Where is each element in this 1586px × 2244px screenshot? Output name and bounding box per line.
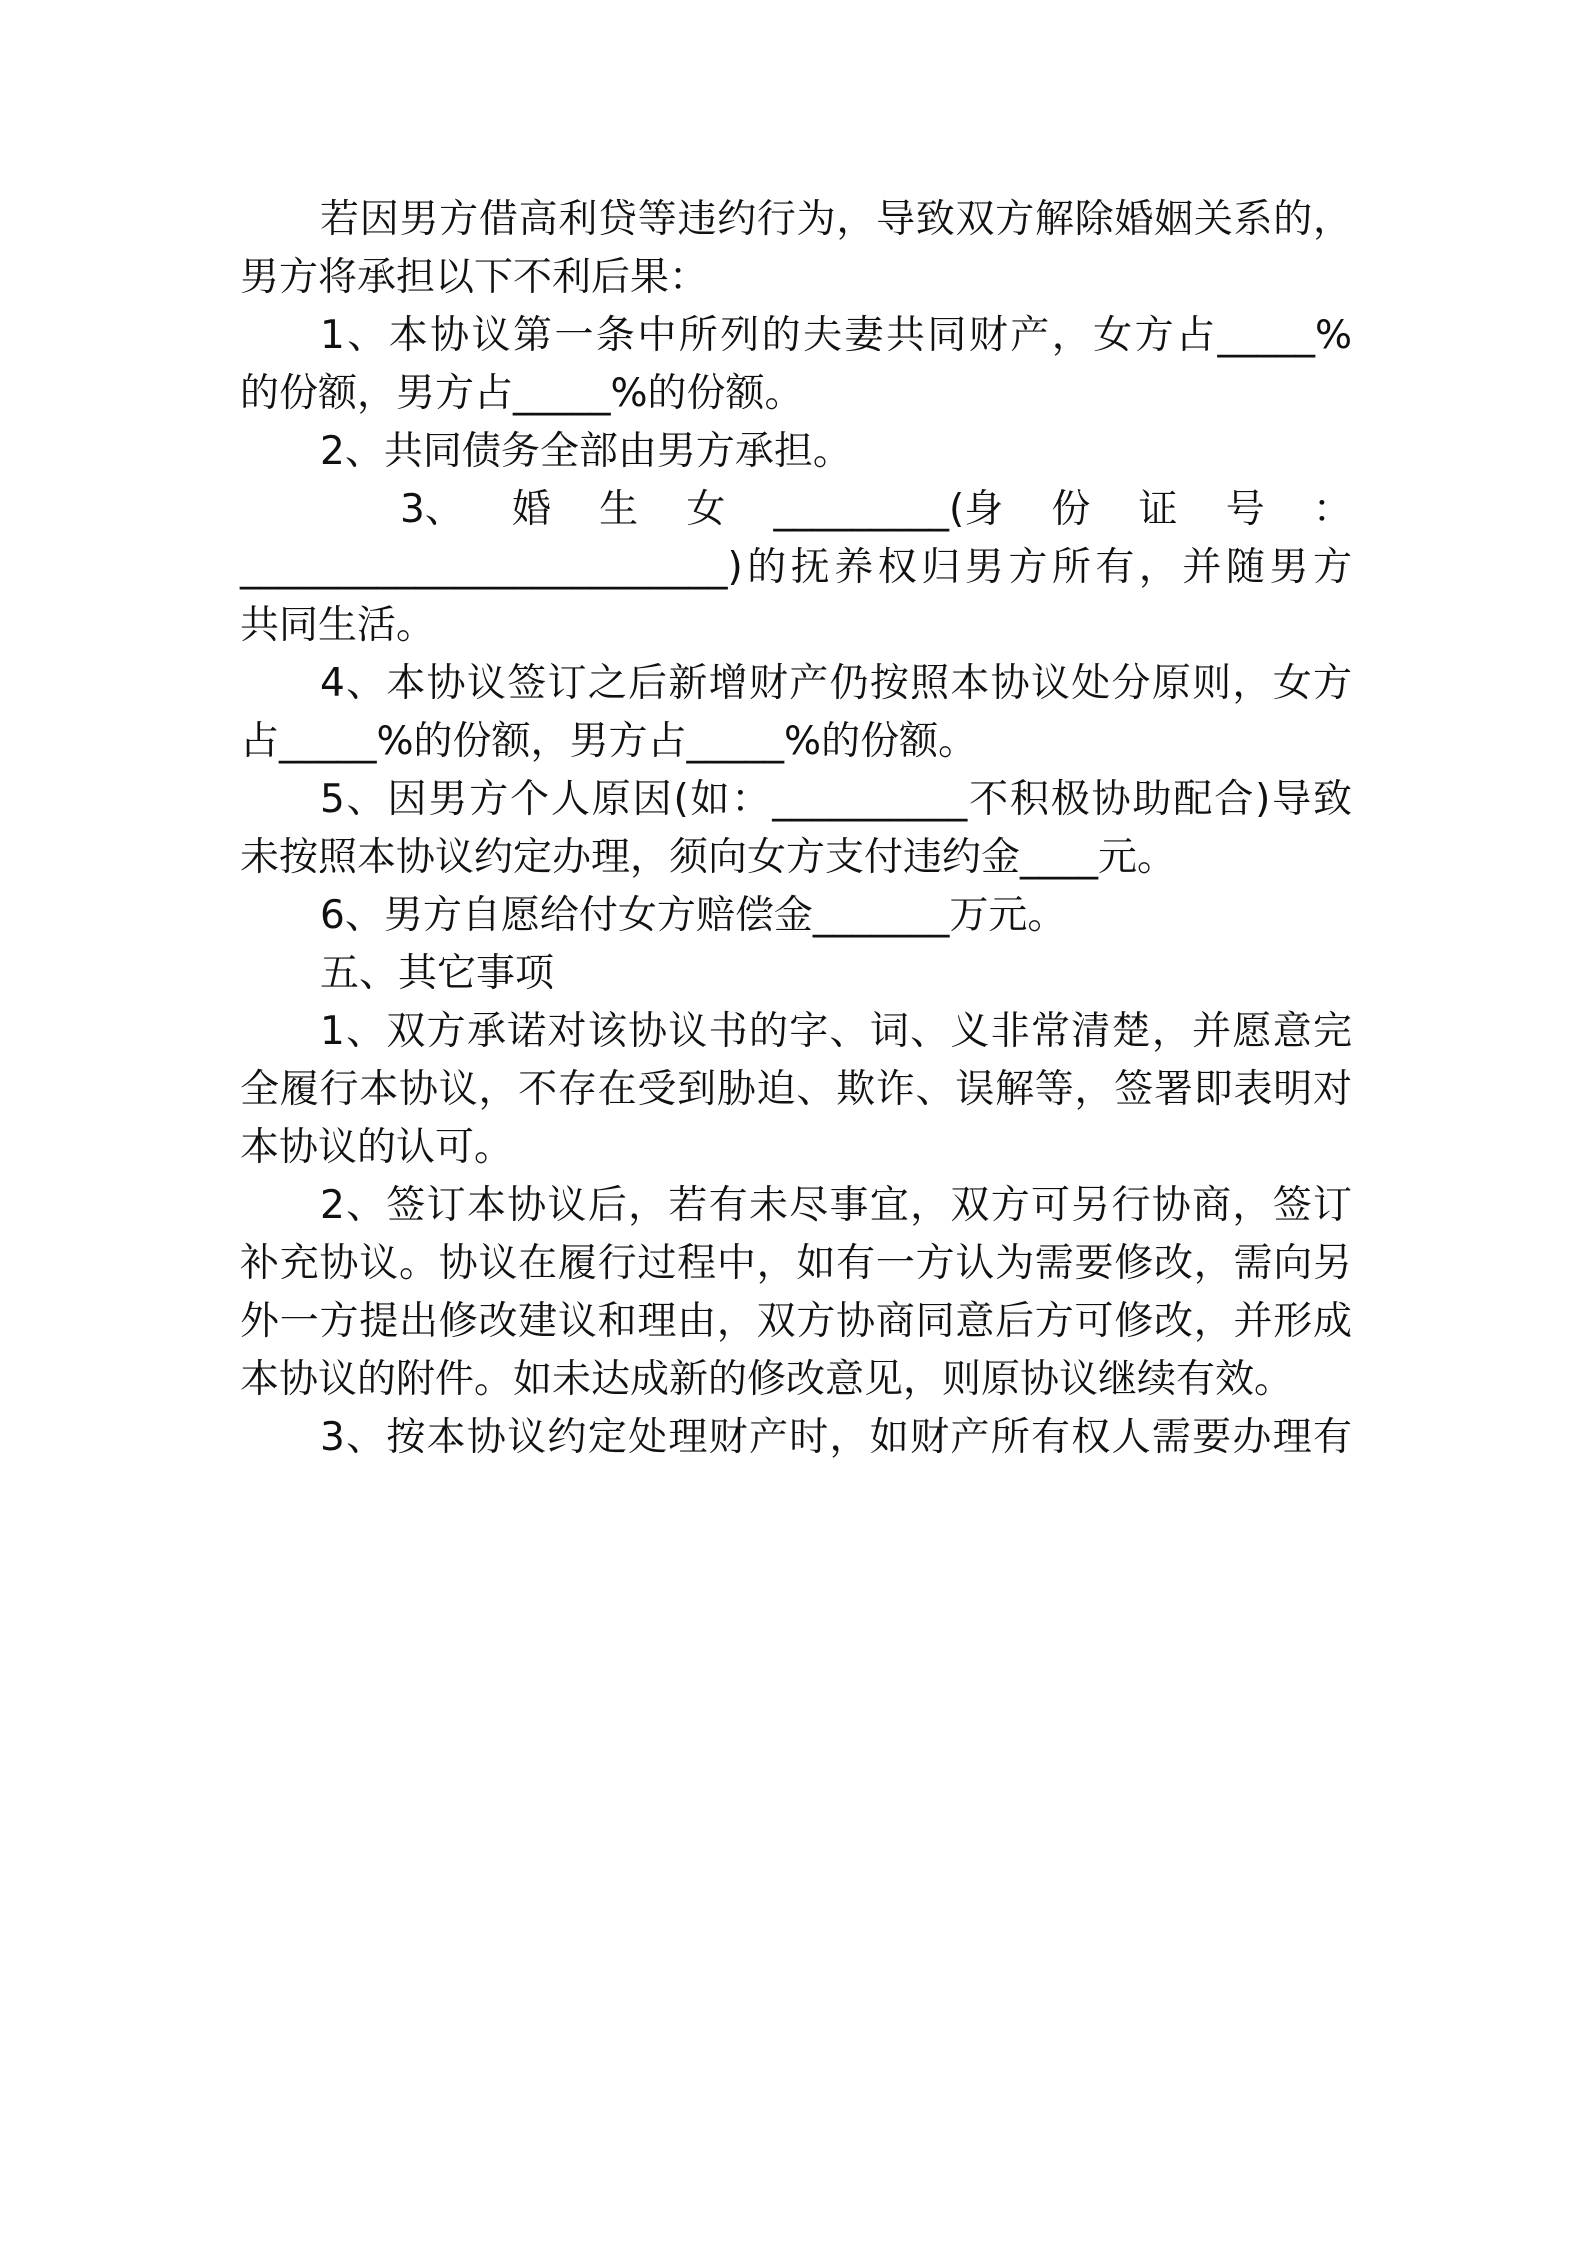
clause-3-part: _________(身 <box>773 487 1004 532</box>
section-5-item-2-line: 补充协议。协议在履行过程中，如有一方认为需要修改，需向另 <box>240 1241 1352 1286</box>
section-5-item-1-line: 1、双方承诺对该协议书的字、词、义非常清楚，并愿意完 <box>320 1009 1352 1054</box>
clause-3-part: 号 <box>1225 487 1265 532</box>
clause-3-line <box>240 480 1352 540</box>
section-5-item-3-line: 3、按本协议约定处理财产时，如财产所有权人需要办理有 <box>320 1415 1352 1460</box>
clause-1-line: 的份额，男方占_____%的份额。 <box>240 371 804 416</box>
clause-3-part: ： <box>1312 487 1352 532</box>
section-5-item-2-line: 2、签订本协议后，若有未尽事宜，双方可另行协商，签订 <box>320 1183 1352 1228</box>
paragraph-line: 男方将承担以下不利后果： <box>240 255 709 300</box>
clause-2-line: 2、共同债务全部由男方承担。 <box>320 429 852 474</box>
clause-3-line: 共同生活。 <box>240 603 436 648</box>
section-5-item-1-line: 全履行本协议，不存在受到胁迫、欺诈、误解等，签署即表明对 <box>240 1067 1352 1112</box>
section-5-item-2-line: 外一方提出修改建议和理由，双方协商同意后方可修改，并形成 <box>240 1299 1352 1344</box>
clause-5-line: 未按照本协议约定办理，须向女方支付违约金____元。 <box>240 835 1177 880</box>
clause-3-part: 生 <box>599 487 639 532</box>
clause-3-part: 女 <box>686 487 726 532</box>
clause-4-line: 占_____%的份额，男方占_____%的份额。 <box>240 719 978 764</box>
clause-6-line: 6、男方自愿给付女方赔偿金_______万元。 <box>320 893 1067 938</box>
paragraph-line: 若因男方借高利贷等违约行为，导致双方解除婚姻关系的， <box>320 197 1352 242</box>
clause-3-part: 3、 <box>400 487 464 532</box>
clause-1-line: 1、本协议第一条中所列的夫妻共同财产，女方占_____% <box>320 313 1352 358</box>
section-5-item-1-line: 本协议的认可。 <box>240 1125 514 1170</box>
clause-4-line: 4、本协议签订之后新增财产仍按照本协议处分原则，女方 <box>320 661 1352 706</box>
clause-3-part: 证 <box>1138 487 1178 532</box>
clause-3-line: _________________________)的抚养权归男方所有，并随男方 <box>240 545 1352 590</box>
clause-5-line: 5、因男方个人原因(如：__________不积极协助配合)导致 <box>320 777 1352 822</box>
clause-3-part: 婚 <box>511 487 551 532</box>
section-5-item-2-line: 本协议的附件。如未达成新的修改意见，则原协议继续有效。 <box>240 1357 1294 1402</box>
section-heading: 五、其它事项 <box>320 951 555 996</box>
clause-3-part: 份 <box>1051 487 1091 532</box>
